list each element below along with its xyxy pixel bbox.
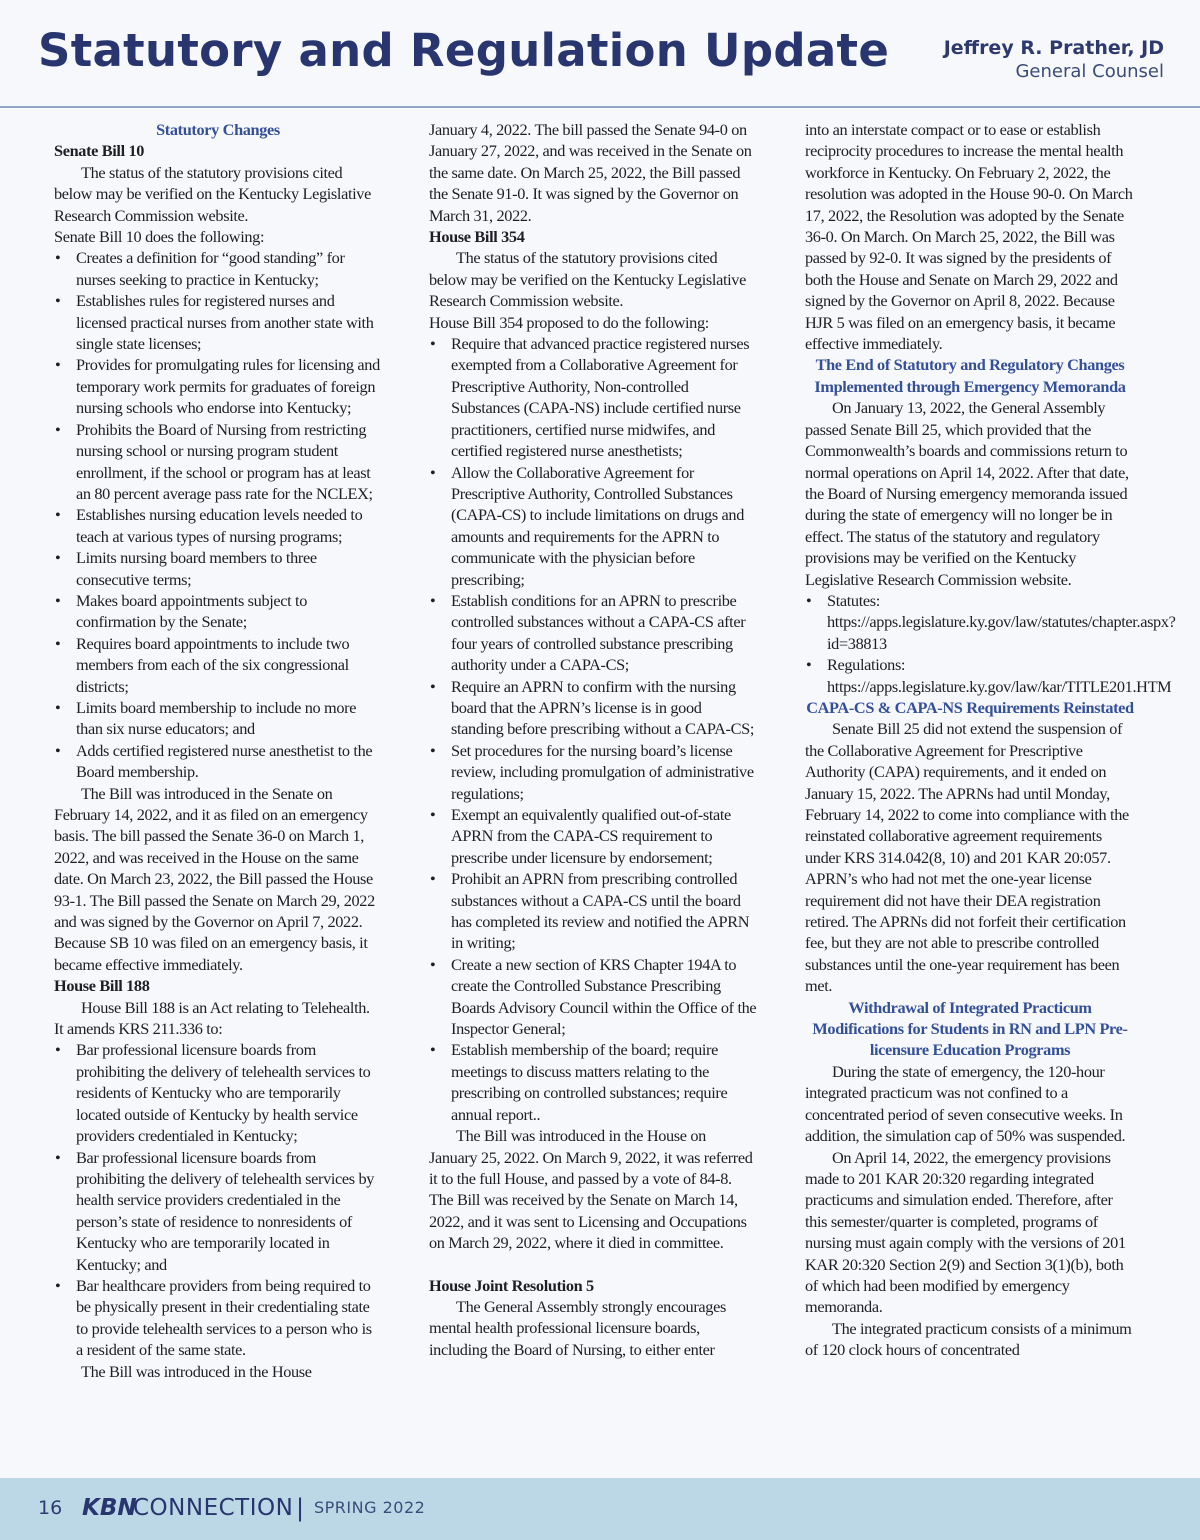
paragraph: During the state of emergency, the 120-hour integrated practicum was not confined to a concentrated period of seven consecutive weeks. In addition, the simulation cap of 50% was suspended. [805,1061,1126,1146]
list-item: • Requires board appointments to include two members from each of the six congressional districts; [54,633,382,697]
section-heading: CAPA-CS & CAPA-NS Requirements Reinstated [806,697,1134,717]
author-role: General Counsel [1015,61,1164,82]
list-item: • Establish membership of the board; require meetings to discuss matters relating to the prescribing on controlled substances; require annual report.. [429,1039,757,1125]
paragraph: The integrated practicum consists of a minimum of 120 clock hours of concentrated [805,1318,1132,1360]
list-item: • Bar professional licensure boards from prohibiting the delivery of telehealth services by health service providers credentialed in the person’s state of residence to nonresidents of Kentucky who are temporarily located in Kentucky; and [54,1147,382,1275]
list-item: • Establishes rules for registered nurses and licensed practical nurses from another state with single state licenses; [54,290,382,354]
author-name: Jeffrey R. Prather, JD [943,37,1164,59]
bullet-list [54,1039,382,1360]
bill-heading: House Bill 188 [54,976,150,996]
list-item: • Limits board membership to include no more than six nurse educators; and [54,697,382,740]
column-3 [805,119,1176,1361]
list-item: • Require that advanced practice registered nurses exempted from a Collaborative Agreement for Prescriptive Authority, Non-controlled Substances (CAPA-NS) include certified nurse practitioners, certified nurse midwifes, and certified registered nurse anesthetists; [429,333,757,461]
list-item: • Prohibits the Board of Nursing from restricting nursing school or nursing program student enrollment, if the school or program has at least an 80 percent average pass rate for the NCLEX; [54,419,382,505]
list-item: • Provides for promulgating rules for licensing and temporary work permits for graduates of foreign nursing schools who endorse into Kentucky; [54,354,382,418]
brand-kbn: KBN [82,1495,137,1521]
paragraph: On April 14, 2022, the emergency provisions made to 201 KAR 20:320 regarding integrated practicums and simulation ended. Therefore, after this semester/quarter is completed, programs of nursing must again comply with the versions of 201 KAR 20:320 Section 2(9) and Section 3(1)(b), both of which had been modified by emergency memoranda. [805,1147,1126,1317]
bill-heading: Senate Bill 10 [54,141,145,161]
footer-separator: | [296,1494,305,1522]
link-list [805,590,1176,697]
section-heading: Statutory Changes [156,120,280,139]
list-item: • Creates a definition for “good standing” for nurses seeking to practice in Kentucky; [54,247,382,290]
spacer [429,1254,757,1275]
section-heading: Withdrawal of Integrated Practicum Modifications for Students in RN and LPN Pre-licensure Education Programs [812,997,1128,1060]
regulations-link[interactable]: • Regulations: https://apps.legislature.ky.gov/law/kar/TITLE201.HTM [805,654,1135,697]
list-item: • Require an APRN to confirm with the nursing board that the APRN’s license is in good standing before prescribing without a CAPA-CS; [429,676,757,740]
page-header [0,0,1200,108]
page-title: Statutory and Regulation Update [38,24,890,77]
author-block [944,36,1164,84]
paragraph: The General Assembly strongly encourages mental health professional licensure boards, including the Board of Nursing, to either enter [429,1296,726,1359]
list-item: • Establishes nursing education levels needed to teach at various types of nursing programs; [54,504,382,547]
article-body [0,119,1200,1474]
bill-heading: House Joint Resolution 5 [429,1275,594,1295]
list-item: • Set procedures for the nursing board’s license review, including promulgation of administrative regulations; [429,740,757,804]
list-item: • Bar healthcare providers from being required to be physically present in their credentialing state to provide telehealth services to a person who is a resident of the same state. [54,1275,382,1361]
list-item: • Bar professional licensure boards from prohibiting the delivery of telehealth services to residents of Kentucky who are temporarily located outside of Kentucky by health service providers credentialed in Kentucky; [54,1039,382,1146]
list-item: • Exempt an equivalently qualified out-of-state APRN from the CAPA-CS requirement to prescribe under licensure by endorsement; [429,804,757,868]
column-1 [54,119,382,1382]
paragraph: The status of the statutory provisions cited below may be verified on the Kentucky Legislative Research Commission website. [54,162,371,225]
paragraph: The Bill was introduced in the House on January 25, 2022. On March 9, 2022, it was referred it to the full House, and passed by a vote of 84-8. The Bill was received by the Senate on March 14, 2022, and it was sent to Licensing and Occupations on March 29, 2022, where it died in committee. [429,1126,753,1253]
bullet-list [429,333,757,1125]
paragraph: January 4, 2022. The bill passed the Senate 94-0 on January 27, 2022, and was received in the Senate on the same date. On March 25, 2022, the Bill passed the Senate 91-0. It was signed by the Governor on March 31, 2022. [429,120,752,225]
list-item: • Allow the Collaborative Agreement for Prescriptive Authority, Controlled Substances (CAPA-CS) to include limitations on drugs and amounts and requirements for the APRN to communicate with the physician before prescribing; [429,462,757,590]
statutes-link[interactable]: • Statutes: https://apps.legislature.ky.gov/law/statutes/chapter.aspx?id=38813 [805,590,1135,654]
list-item: • Establish conditions for an APRN to prescribe controlled substances without a CAPA-CS after four years of controlled substance prescribing authority under a CAPA-CS; [429,590,757,676]
paragraph: The status of the statutory provisions cited below may be verified on the Kentucky Legislative Research Commission website. [429,248,746,311]
list-item: • Adds certified registered nurse anesthetist to the Board membership. [54,740,382,783]
list-item: • Create a new section of KRS Chapter 194A to create the Controlled Substance Prescribing Boards Advisory Council within the Office of the Inspector General; [429,954,757,1040]
brand-connection: CONNECTION [133,1495,294,1521]
paragraph: House Bill 354 proposed to do the following: [429,312,709,332]
list-item: • Prohibit an APRN from prescribing controlled substances without a CAPA-CS until the board has completed its review and notified the APRN in writing; [429,868,757,954]
issue-label: SPRING 2022 [314,1498,426,1517]
bullet-list [54,247,382,782]
list-item: • Limits nursing board members to three consecutive terms; [54,547,382,590]
paragraph: Senate Bill 10 does the following: [54,227,265,247]
paragraph: into an interstate compact or to ease or establish reciprocity procedures to increase the mental health workforce in Kentucky. On February 2, 2022, the resolution was adopted in the House 90-0. On March 17, 2022, the Resolution was adopted by the Senate 36-0. On March. On March 25, 2022, the Bill was passed by 92-0. It was signed by the presidents of both the House and Senate on March 29, 2022 and signed by the Governor on April 8, 2022. Because HJR 5 was filed on an emergency basis, it became effective immediately. [805,120,1133,354]
paragraph: House Bill 188 is an Act relating to Telehealth. It amends KRS 211.336 to: [54,997,370,1039]
paragraph: The Bill was introduced in the House [81,1361,312,1381]
paragraph: The Bill was introduced in the Senate on February 14, 2022, and it as filed on an emergency basis. The bill passed the Senate 36-0 on March 1, 2022, and was received in the House on the same date. On March 23, 2022, the Bill passed the House 93-1. The Bill passed the Senate on March 29, 2022 and was signed by the Governor on April 7, 2022. Because SB 10 was filed on an emergency basis, it became effective immediately. [54,783,375,974]
section-heading: The End of Statutory and Regulatory Changes Implemented through Emergency Memoranda [814,355,1126,396]
bill-heading: House Bill 354 [429,227,525,247]
column-2 [429,119,757,1360]
page-number: 16 [38,1497,63,1519]
paragraph: Senate Bill 25 did not extend the suspension of the Collaborative Agreement for Prescriptive Authority (CAPA) requirements, and it ended on January 15, 2022. The APRNs had until Monday, February 14, 2022 to come into compliance with the reinstated collaborative agreement requirements under KRS 314.042(8, 10) and 201 KAR 20:057. APRN’s who had not met the one-year license requirement did not have their DEA registration retired. The APRNs did not forfeit their certification fee, but they are not able to prescribe controlled substances until the one-year requirement has been met. [805,719,1129,996]
paragraph: On January 13, 2022, the General Assembly passed Senate Bill 25, which provided that the Commonwealth’s boards and commissions return to normal operations on April 14, 2022. After that date, the Board of Nursing emergency memoranda issued during the state of emergency will no longer be in effect. The status of the statutory and regulatory provisions may be verified on the Kentucky Legislative Research Commission website. [805,398,1129,589]
list-item: • Makes board appointments subject to confirmation by the Senate; [54,590,382,633]
page-footer [0,1478,1200,1540]
